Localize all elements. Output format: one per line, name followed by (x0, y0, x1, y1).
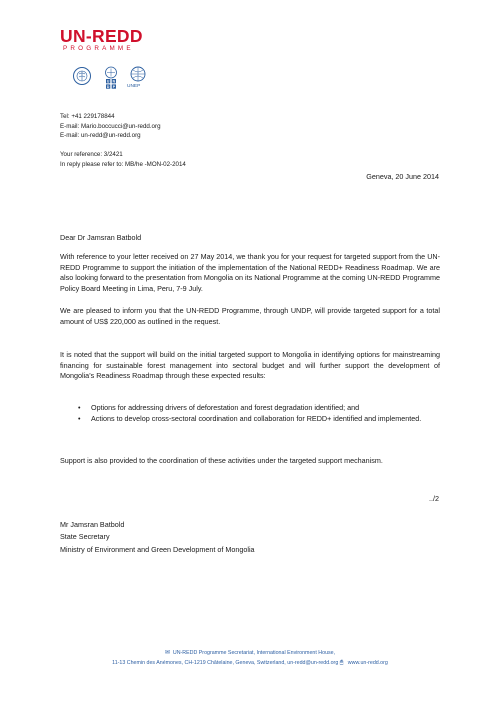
reference-block (60, 150, 186, 169)
paragraph-2: We are pleased to inform you that the UN-REDD Programme, through UNDP, will provide targeted support for a total amount of US$ 220,000 as outlined in the request. (60, 306, 440, 326)
page-continuation-marker: ../2 (429, 494, 439, 503)
list-item-text: Options for addressing drivers of deforestation and forest degradation identified; and (91, 403, 360, 412)
fao-emblem-icon (72, 66, 92, 86)
unep-label: UNEP (127, 84, 141, 89)
paragraph-3: It is noted that the support will build on the initial targeted support to Mongolia in identifying options for mainstreaming financing for sustainable forest management into sectoral budget and will further support the development of Mongolia’s Readiness Roadmap through these expected results: (60, 350, 440, 381)
recipient-name: Mr Jamsran Batbold (60, 520, 125, 529)
svg-text:U: U (106, 79, 110, 84)
bullet-icon: • (78, 413, 81, 423)
envelope-icon: ✉ (164, 650, 170, 656)
salutation: Dear Dr Jamsran Batbold (60, 233, 142, 242)
footer-address-2[interactable]: 11-13 Chemin des Anémones, CH-1219 Châtelaine, Geneva, Switzerland, un-redd@un-redd.org (112, 660, 339, 666)
contact-email-1[interactable]: E-mail: Mario.boccucci@un-redd.org (60, 122, 161, 130)
footer-website-link[interactable]: www.un-redd.org (347, 660, 388, 666)
reply-reference: In reply please refer to: MB/he -MON-02-2014 (60, 160, 186, 168)
bullet-icon: • (78, 403, 81, 412)
paragraph-4: Support is also provided to the coordination of these activities under the targeted support mechanism. (60, 456, 383, 465)
list-item (60, 403, 440, 414)
results-list (60, 403, 440, 424)
partner-emblems (70, 66, 160, 92)
footer-address-1: UN-REDD Programme Secretariat, International Environment House, (172, 650, 336, 656)
svg-text:P: P (112, 84, 115, 89)
list-item (60, 414, 440, 425)
logo-title: UN-REDD (60, 26, 143, 46)
footer-line-2 (0, 660, 500, 667)
unep-emblem-icon (128, 66, 148, 84)
contact-block (60, 112, 161, 141)
un-redd-logo (60, 28, 160, 53)
logo-subtitle: PROGRAMME (63, 45, 134, 52)
recipient-title: State Secretary (60, 532, 110, 542)
mouse-pointer-icon: 🖱 (339, 660, 344, 666)
footer-line-1 (0, 649, 500, 656)
contact-tel: Tel: +41 229178844 (60, 113, 115, 120)
contact-email-2[interactable]: E-mail: un-redd@un-redd.org (60, 132, 141, 140)
undp-emblem-icon (101, 66, 121, 90)
svg-text:D: D (106, 84, 110, 89)
recipient-block (60, 519, 255, 556)
recipient-ministry: Ministry of Environment and Green Development of Mongolia (60, 544, 255, 554)
svg-text:N: N (112, 79, 116, 84)
paragraph-1: With reference to your letter received on 27 May 2014, we thank you for your request for targeted support from the UN-REDD Programme to support the initiation of the implementation of the National REDD+ Readiness Roadmap. We are also looking forward to the presentation from Mongolia on its National Programme at the coming UN-REDD Programme Policy Board Meeting in Lima, Peru, 7-9 July. (60, 252, 440, 293)
letter-date: Geneva, 20 June 2014 (366, 172, 439, 181)
your-reference: Your reference: 3/2421 (60, 151, 123, 158)
list-item-text: Actions to develop cross-sectoral coordination and collaboration for REDD+ identified and implemented. (91, 413, 422, 423)
